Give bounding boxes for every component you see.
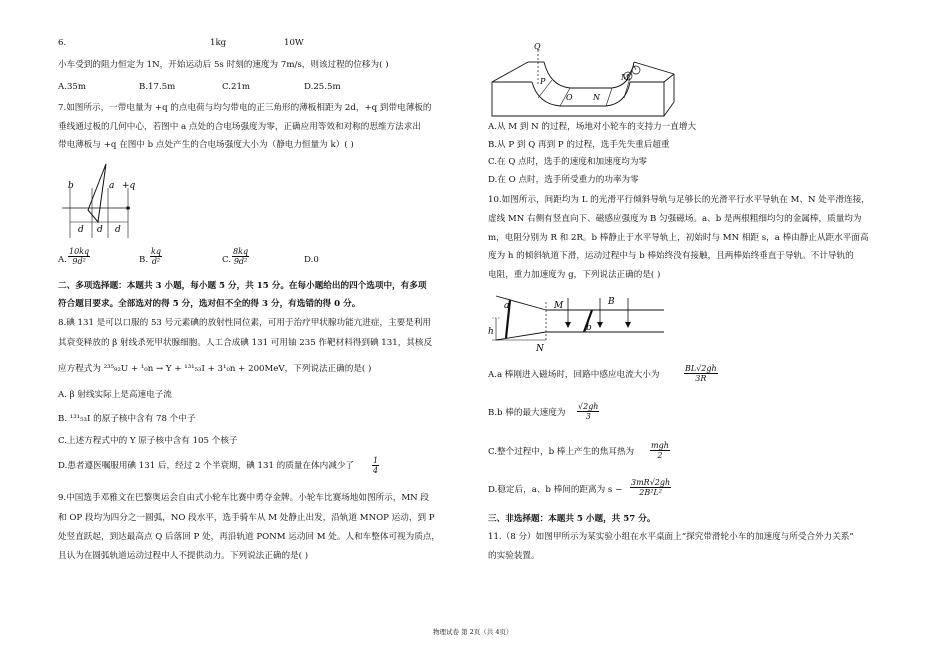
q9-option-c: C.在 Q 点时，选手的速度和加速度均为零 [488,157,648,167]
q10-option-b: B.b 棒的最大速度为 [488,408,566,418]
section-2-line-1: 二、多项选择题：本题共 3 小题，每小题 5 分，共 15 分。在每小题给出的四个选项中，有多项 [58,281,427,291]
q11-line-1: 11.（8 分）如图甲所示为某实验小组在水平桌面上“探究带滑轮小车的加速度与所受合外力关系” [488,532,854,542]
section-2-line-2: 符合题目要求。全部选对的得 5 分，选对但不全的得 3 分，有选错的得 0 分。 [58,299,361,309]
q8-option-c: C.上述方程式中的 Y 原子核中含有 105 个核子 [58,436,238,446]
q7-option-c-fraction: $\frac{8kq}{\text{9d²}}$ [233,247,249,266]
q9-label-m: M [621,73,630,82]
q8-line-2: 其衰变释放的 β 射线杀死甲状腺细胞。人工合成碘 131 可用铀 235 作靶材料得到碘 131，其核反 [58,338,433,348]
q7-line-3: 带电薄板与 +q 在图中 b 点处产生的合电场强度大小为（静电力恒量为 k）( ) [58,140,354,150]
q10-option-d: D.稳定后，a、b 棒间的距离为 s − [488,485,623,495]
q7-option-a-fraction: $\frac{10kq}{\text{9d²}}$ [69,247,90,266]
q7-label-b: b [68,181,74,191]
q7-option-b-label: B. [139,255,149,265]
q7-line-2: 垂线通过板的几何中心，若图中 a 点处的合电场强度为零，正确应用等效和对称的思维方法求出 [58,122,421,132]
q10-line-5: 电阻，重力加速度为 g，下列说法正确的是( ) [488,270,661,280]
q10-label-a: a [504,301,510,311]
q6-option-b: B.17.5m [139,82,176,92]
q10-rail-figure [488,288,668,358]
q7-option-a-label: A. [58,255,67,265]
q9-label-p: P [540,77,546,86]
page-footer: 物理试卷 第 2页（共 4页） [433,628,513,636]
q10-label-b-rod: b [586,323,592,333]
q10-label-h: h [488,327,494,337]
q9-line-2: 和 OP 段均为四分之一圆弧，NO 段水平，选手骑车从 M 处静止出发，沿轨道 MNOP 运动，到 P [58,513,435,523]
q10-option-c: C.整个过程中，b 棒上产生的焦耳热为 [488,447,635,457]
q7-option-d: D.0 [304,255,319,265]
q8-option-d: D.患者遵医嘱服用碘 131 后，经过 2 个半衰期，碘 131 的质量在体内减少了 [58,461,355,471]
q7-line-1: 7.如图所示，一带电量为 +q 的点电荷与均匀带电的正三角形的薄板相距为 2d，+q 到带电薄板的 [58,103,432,113]
q8-option-a: A. β 射线实际上是高速电子流 [58,390,172,400]
q8-option-d-fraction: $\frac{1}{4}$ [373,456,379,475]
q10-option-a: A.a 棒刚进入磁场时，回路中感应电流大小为 [488,370,660,380]
q9-option-a: A.从 M 到 N 的过程，场地对小轮车的支持力一直增大 [488,122,697,132]
q7-label-a: a [109,181,115,191]
q10-option-d-fraction: $\frac{3mR√2gh}{\text{2B²L²}}$ [631,478,671,497]
q9-option-b: B.从 P 到 Q 再到 P 的过程，选手先失重后超重 [488,140,670,150]
q9-line-3: 处竖直跃起，到达最高点 Q 后落回 P 处，再沿轨道 PONM 运动回 M 处。人和车整体可视为质点， [58,532,441,542]
q10-line-4: 度为 h 的倾斜轨道下滑，运动过程中与 b 棒始终没有接触，且两棒始终垂直于导轨。不计导轨的 [488,251,854,261]
q8-option-b: B. ¹³¹₅₃I 的原子核中含有 78 个中子 [58,414,196,424]
q6-stem: 小车受到的阻力恒定为 1N，开始运动后 5s 时刻的速度为 7m/s，则该过程的位移为( ) [58,60,389,70]
q6-option-c: C.21m [222,82,251,92]
q6-mass: 1kg [210,38,227,48]
q7-label-charge: +q [122,181,136,191]
q6-power: 10W [284,38,304,48]
q7-label-d3: d [115,225,121,235]
q6-option-d: D.25.5m [304,82,341,92]
q8-line-3: 应方程式为 ²³⁵₉₂U + ¹₀n → Y + ¹³¹₅₃I + 3¹₀n + 200MeV，下列说法正确的是( ) [58,364,372,374]
q11-line-2: 的实验装置。 [488,551,540,561]
q9-label-q: Q [534,42,541,51]
q10-option-c-fraction: mgh 2 [651,441,669,460]
q10-line-2: 虚线 MN 右侧有竖直向下、磁感应强度为 B 匀强磁场。a、b 是两根粗细均匀的金属棒，质量均为 [488,214,862,224]
q7-option-c-label: C. [222,255,232,265]
q10-label-m: M [554,301,564,311]
q9-label-o: O [566,93,573,102]
q6-number: 6. [58,38,67,48]
q9-track-figure [488,40,678,122]
q9-option-d: D.在 O 点时，选手所受重力的功率为零 [488,175,639,185]
q8-line-1: 8.碘 131 是可以口服的 53 号元素碘的放射性同位素，可用于治疗甲状腺功能亢进症，主要是利用 [58,318,432,328]
q7-figure [58,160,158,240]
q10-line-1: 10.如图所示，间距均为 L 的光滑平行倾斜导轨与足够长的光滑平行水平导轨在 M、N 处平滑连接， [488,195,870,205]
q9-line-4: 且认为在圆弧轨道运动过程中人不提供动力。下列说法正确的是( ) [58,551,309,561]
q10-option-a-fraction: $\frac{BL√2gh}{3R}$ [685,364,717,383]
q10-label-b-field: B [608,297,615,307]
section-3-title: 三、非选择题：本题共 5 小题，共 57 分。 [488,514,656,524]
q10-line-3: m，电阻分别为 R 和 2R。b 棒静止于水平导轨上，初始时与 MN 相距 s，a 棒由静止从距水平面高 [488,233,869,243]
q10-label-n: N [536,344,544,354]
q7-label-d2: d [97,225,103,235]
q7-label-d1: d [78,225,84,235]
q7-option-b-fraction: $\frac{kq}{\text{d²}}$ [151,247,161,266]
q9-line-1: 9.中国选手邓雅文在巴黎奥运会自由式小轮车比赛中勇夺金牌。小轮车比赛场地如图所示，MN 段 [58,493,430,503]
q6-option-a: A.35m [58,82,87,92]
q9-label-n: N [593,93,600,102]
q10-option-b-fraction: $\frac{√2gh}{3}$ [578,402,599,421]
